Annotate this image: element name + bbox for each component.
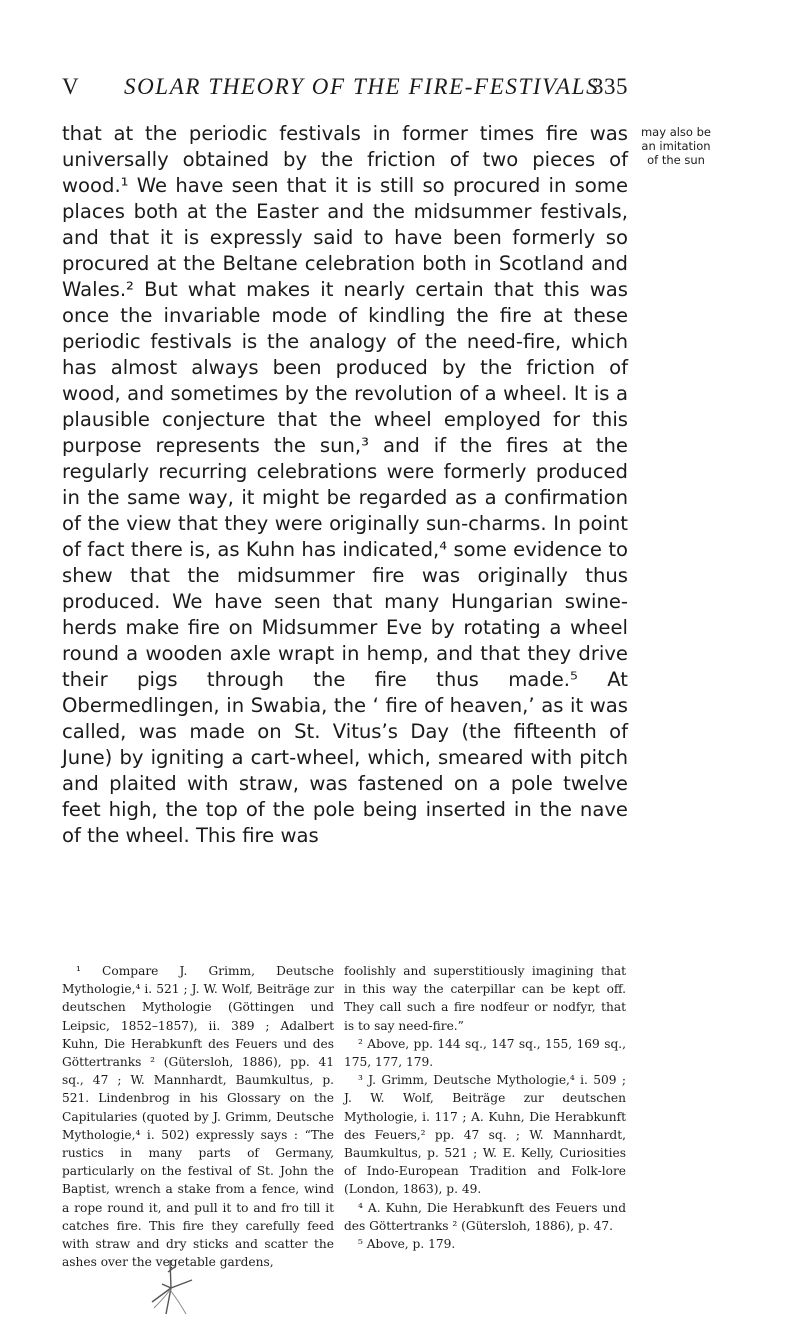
footnote-4: ⁴ A. Kuhn, Die Herabkunft des Feuers und des Göttertranks ² (Gütersloh, 1886), p. 47.	[344, 1200, 626, 1233]
footnote-2: ² Above, pp. 144 sq., 147 sq., 155, 169 sq., 175, 177, 179.	[344, 1036, 626, 1070]
footnote-5: ⁵ Above, p. 179.	[358, 1237, 456, 1252]
printer-ornament-mark	[140, 1258, 200, 1318]
footnotes-right-column	[344, 962, 626, 1253]
main-paragraph: that at the periodic festivals in former times fire was universally obtained by the friction of two pieces of wood.¹ We have seen that it is still so procured in some places both at the Easter and the midsummer festivals, and that it is expressly said to have been formerly so procured at the Beltane celebration both in Scotland and Wales.² But what makes it nearly certain that this was once the invariable mode of kindling the fire at these periodic festivals is the analogy of the need-fire, which has almost always been produced by the friction of wood, and sometimes by the revolution of a wheel. It is a plausible conjecture that the wheel employed for this purpose represents the sun,³ and if the fires at the regularly recurring celebrations were formerly produced in the same way, it might be regarded as a confirmation of the view that they were originally sun-charms. In point of fact there is, as Kuhn has indicated,⁴ some evidence to shew that the midsummer fire was originally thus produced. We have seen that many Hungarian swine-herds make fire on Midsummer Eve by rotating a wheel round a wooden axle wrapt in hemp, and that they drive their pigs through the fire thus made.⁵ At Obermedlingen, in Swabia, the ‘ fire of heaven,’ as it was called, was made on St. Vitus’s Day (the fifteenth of June) by igniting a cart-wheel, which, smeared with pitch and plaited with straw, was fastened on a pole twelve feet high, the top of the pole being inserted in the nave of the wheel. This fire was	[62, 122, 628, 847]
footnote-1: ¹ Compare J. Grimm, Deutsche Mythologie,⁴ i. 521 ; J. W. Wolf, Beiträge zur deutschen Mythologie (Göttingen und Leipsic, 1852–1857), ii. 389 ; Adalbert Kuhn, Die Herabkunft des Feuers und des Göttertranks ² (Gütersloh, 1886), pp. 41 sq., 47 ; W. Mannhardt, Baumkultus, p. 521. Lindenbrog in his Glossary on the Capitularies (quoted by J. Grimm, Deutsche Mythologie,⁴ i. 502) expressly says : “The rustics in many parts of Germany, particularly on the festival of St. John the Baptist, wrench a stake from a fence, wind a rope round it, and pull it to and fro till it catches fire. This fire they carefully feed with straw and dry sticks and scatter the ashes over the vegetable gardens,	[62, 964, 334, 1270]
footnote-1-continuation: foolishly and superstitiously imagining that in this way the caterpillar can be kept off. They call such a fire nodfeur or nodfyr, that is to say need-fire.”	[344, 964, 626, 1033]
footnotes-left-column	[62, 962, 334, 1271]
running-title: SOLAR THEORY OF THE FIRE-FESTIVALS	[124, 74, 600, 99]
page-number: 335	[592, 74, 628, 99]
chapter-number: V	[62, 74, 80, 99]
footnote-3: ³ J. Grimm, Deutsche Mythologie,⁴ i. 509 ; J. W. Wolf, Beiträge zur deutschen Mythologie, i. 117 ; A. Kuhn, Die Herabkunft des Feuers,² pp. 47 sq. ; W. Mannhardt, Baumkultus, p. 521 ; W. E. Kelly, Curiosities of Indo-European Tradition and Folk-lore (London, 1863), p. 49.	[344, 1073, 626, 1197]
margin-note: may also be an imitation of the sun	[640, 125, 711, 167]
